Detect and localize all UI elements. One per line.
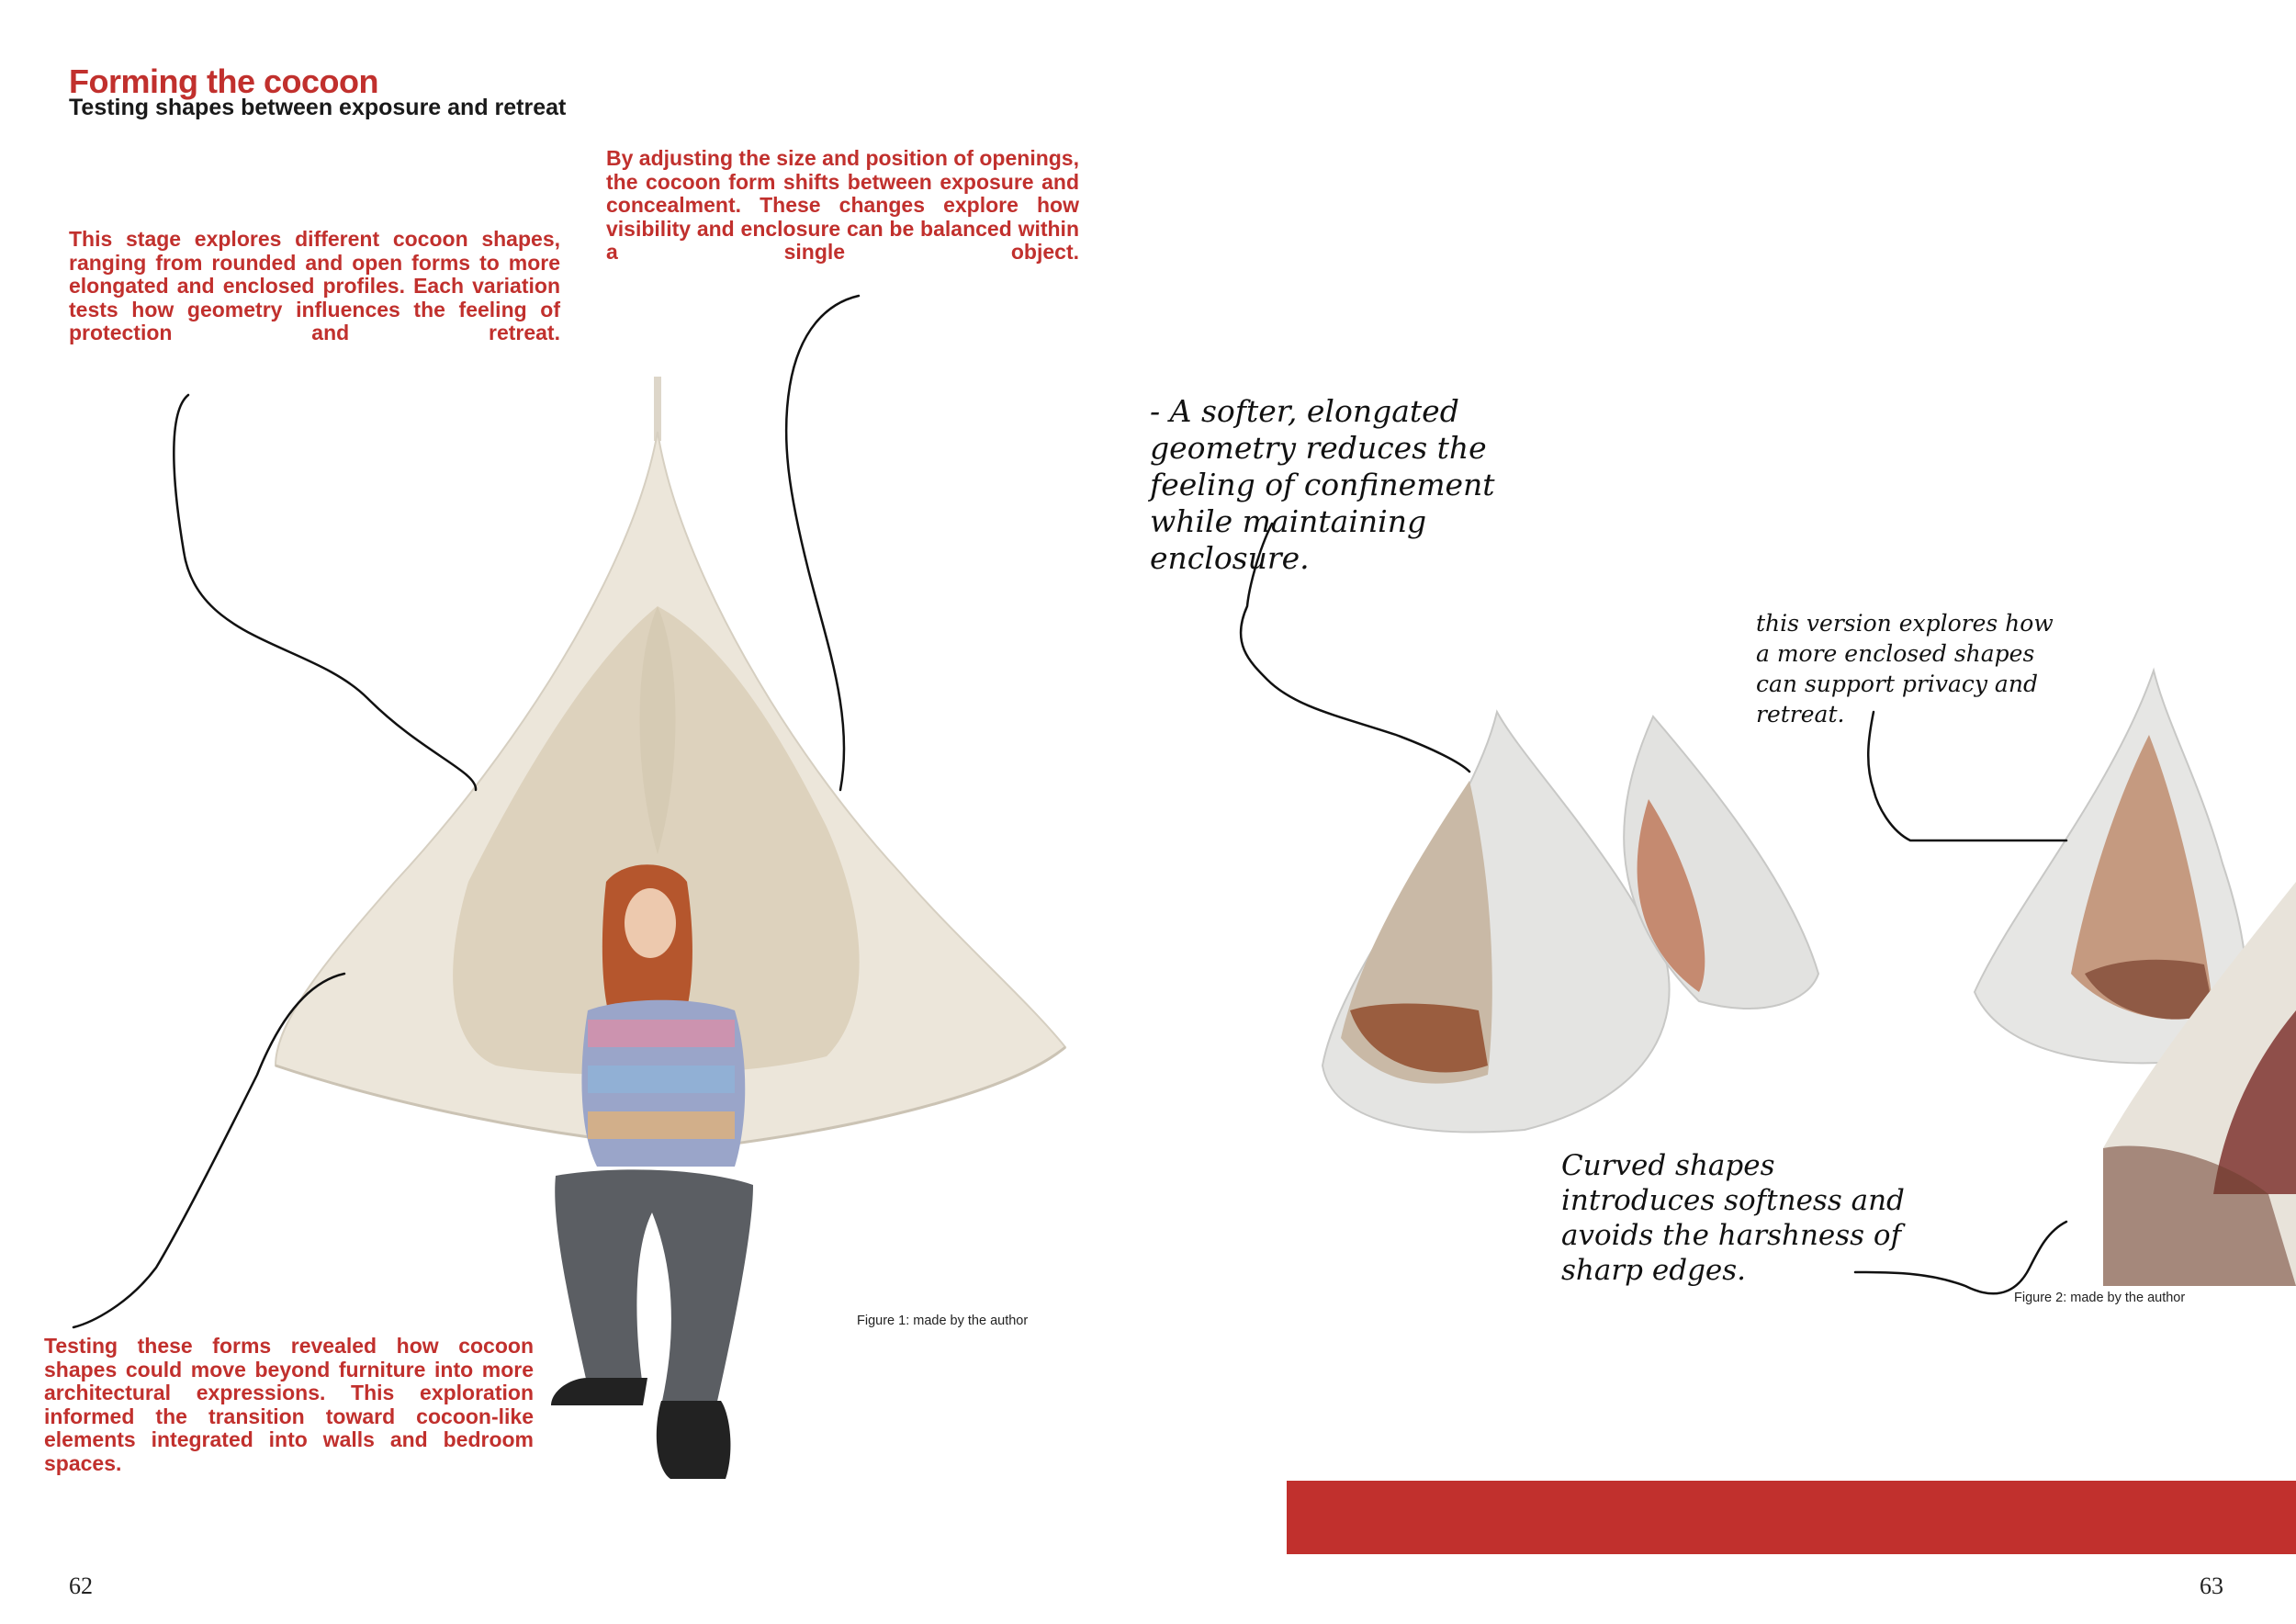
figure-2-caption: Figure 2: made by the author xyxy=(2014,1291,2186,1305)
handwritten-note-curved: Curved shapes introduces softness and avoids the harshness of sharp edges. xyxy=(1561,1149,1905,1287)
figure-1-caption: Figure 1: made by the author xyxy=(857,1314,1029,1328)
conclusion-paragraph: Testing these forms revealed how cocoon shapes could move beyond furniture into more architectural expressions. This exploration informed the transition toward cocoon-like elements integrated into walls and bedroom spaces. xyxy=(44,1334,534,1475)
handwritten-note-enclosed: this version explores how a more enclosed shapes can support privacy and retreat. xyxy=(1756,610,2054,727)
page-number-left: 62 xyxy=(69,1573,93,1599)
page-title: Forming the cocoon xyxy=(69,62,378,100)
handwritten-note-elongated: - A softer, elongated geometry reduces the feeling of confinement while maintaining enclosure. xyxy=(1150,393,1495,576)
page-number-right: 63 xyxy=(2200,1573,2223,1599)
intro-paragraph: This stage explores different cocoon shapes, ranging from rounded and open forms to more elongated and enclosed profiles. Each variation tests how geometry influences the feeling of protection and retreat. xyxy=(69,227,560,344)
page-subtitle: Testing shapes between exposure and retreat xyxy=(69,95,567,120)
openings-paragraph: By adjusting the size and position of openings, the cocoon form shifts between exposure and concealment. These changes explore how visibility and enclosure can be balanced within a single object. xyxy=(606,146,1079,264)
decorative-red-bar xyxy=(1287,1481,2296,1554)
